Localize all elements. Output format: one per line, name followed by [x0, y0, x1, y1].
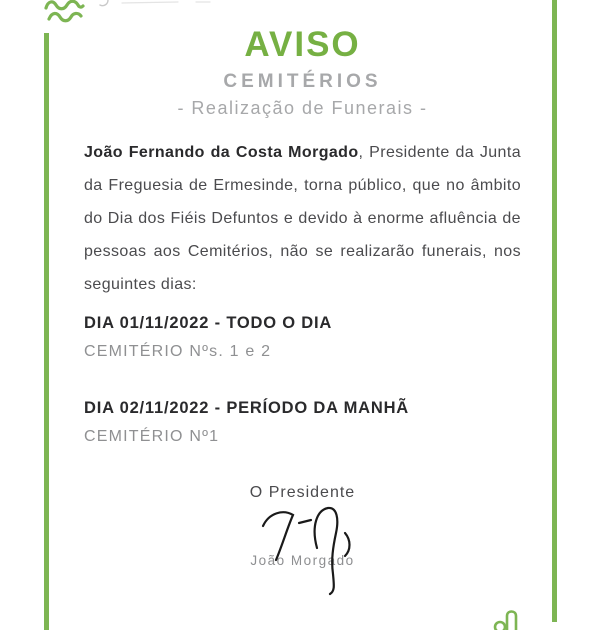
page-subtitle: CEMITÉRIOS — [223, 71, 382, 92]
page-tagline: - Realização de Funerais - — [177, 98, 428, 118]
president-name-bold: João Fernando da Costa Morgado — [84, 144, 359, 161]
notice-paragraph — [84, 136, 521, 301]
schedule-day-1: DIA 01/11/2022 - TODO O DIA — [84, 314, 333, 332]
cutoff-hand-icon — [488, 607, 528, 630]
left-green-bar — [44, 33, 49, 630]
schedule-day-2: DIA 02/11/2022 - PERÍODO DA MANHÃ — [84, 399, 410, 417]
page-title: AVISO — [244, 25, 361, 64]
schedule-cemetery-1: CEMITÉRIO Nºs. 1 e 2 — [84, 343, 272, 360]
schedule-cemetery-2: CEMITÉRIO Nº1 — [84, 428, 220, 445]
cutoff-text-fragment — [98, 0, 218, 10]
handwritten-signature — [243, 498, 363, 598]
wave-lines-icon — [41, 0, 89, 28]
notice-text: , Presidente da Junta da Freguesia de Ermesinde, torna público, que no âmbito do Dia dos Fiéis Defuntos e devido à enorme afluência de pessoas aos Cemitérios, não se realizarão funerais, nos seguintes dias: — [84, 144, 521, 293]
right-green-bar — [552, 0, 557, 622]
signature-role: O Presidente — [249, 484, 356, 501]
header — [84, 26, 521, 119]
signature-name: João Morgado — [250, 553, 355, 568]
